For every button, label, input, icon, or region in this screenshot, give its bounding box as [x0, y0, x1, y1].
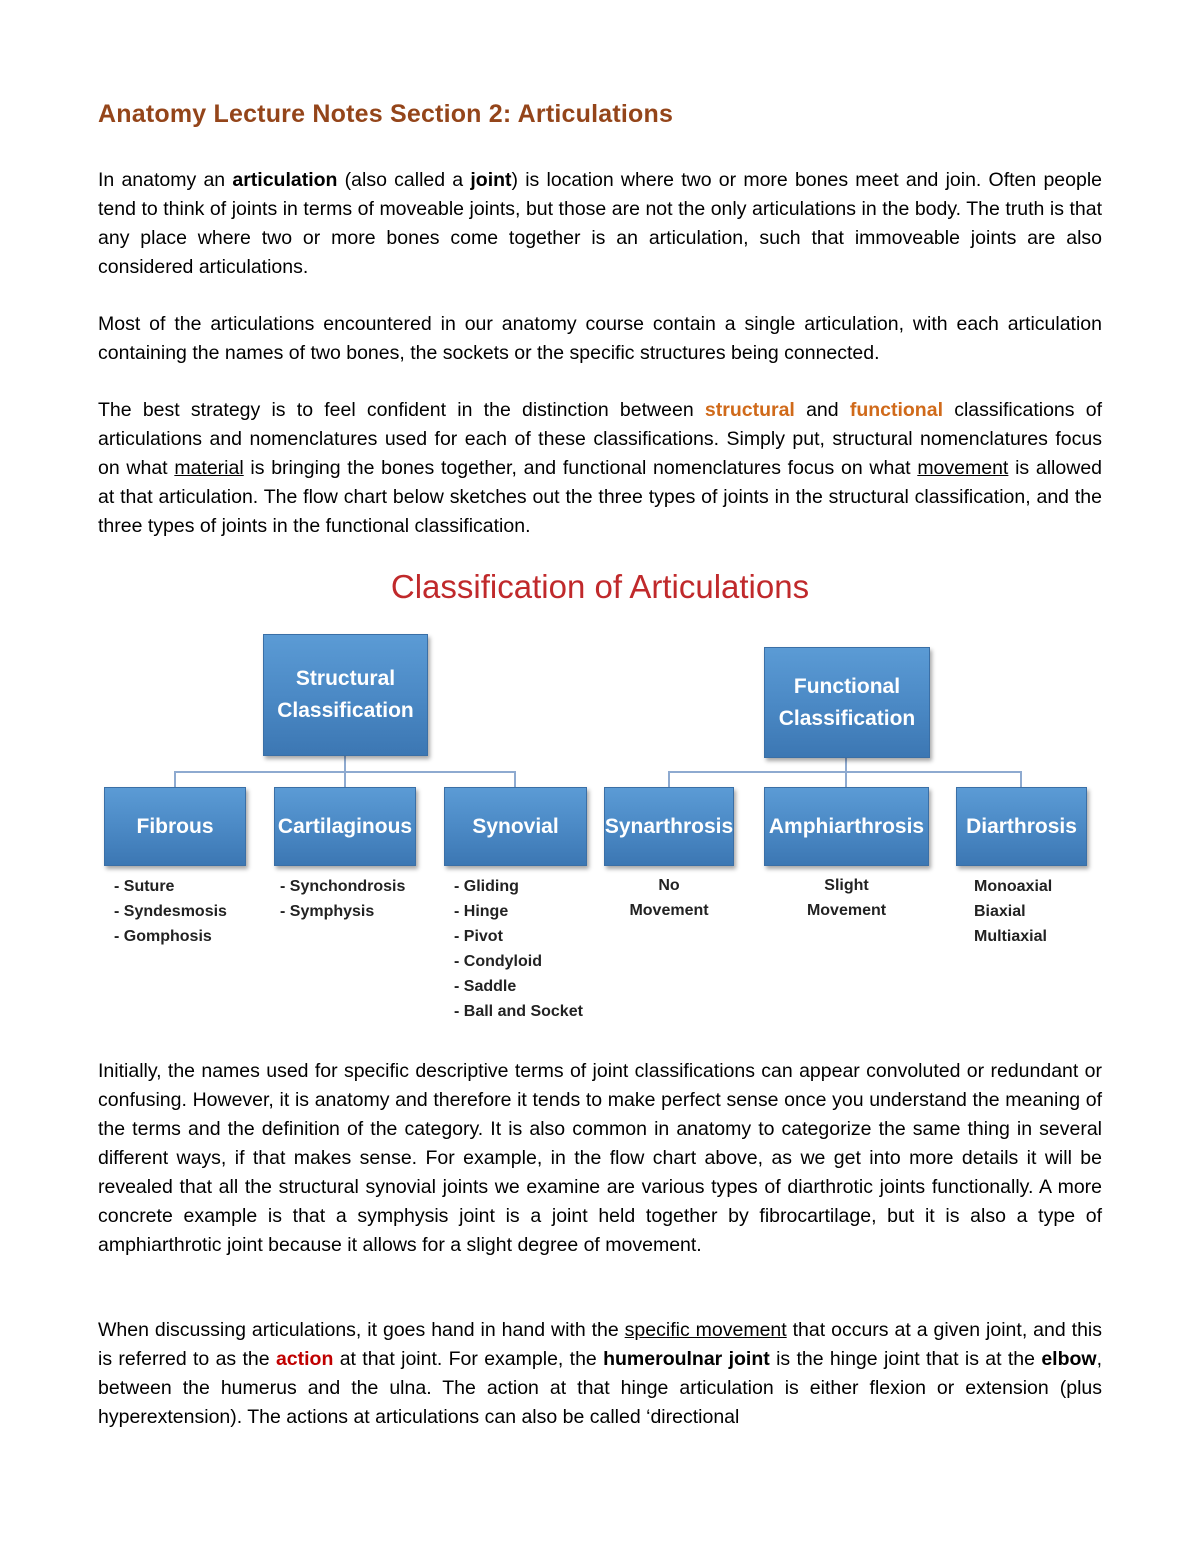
paragraph-strategy: The best strategy is to feel confident in the distinction between structural and functional classifications of articulations and nomenclatures used for each of these classifications. Simply put, structural nomenclatures focus on what material is bringing the bones together, and functional nomenclatures focus on what movement is allowed at that articulation. The flow chart below sketches out the three types of joints in the structural classification, and the three types of joints in the functional classification.	[98, 399, 1103, 537]
term-functional: functional	[849, 399, 943, 421]
term-movement: movement	[917, 457, 1009, 479]
connector-functional-stem	[845, 756, 847, 772]
list-item: - Suture	[114, 878, 175, 895]
list-item: - Gliding	[454, 878, 519, 895]
connector-synovial	[514, 771, 516, 788]
list-item: No	[658, 877, 680, 894]
list-item: - Hinge	[454, 903, 509, 920]
paragraph-intro: In anatomy an articulation (also called a joint) is location where two or more bones meet and join. Often people tend to think of joints in terms of moveable joints, but those are not the only articulations in the body. The truth is that any place where two or more bones come together is an articulation, such that immoveable joints are also considered articulations.	[98, 169, 1103, 278]
paragraph-single-articulation: Most of the articulations encountered in our anatomy course contain a single articulation, with each articulation containing the names of two bones, the sockets or the specific structures being connected.	[98, 313, 1102, 364]
list-item: Multiaxial	[974, 928, 1047, 945]
term-material: material	[174, 457, 244, 479]
cartilaginous-list	[280, 874, 405, 924]
list-item: - Saddle	[454, 978, 517, 995]
synovial-box: Synovial	[444, 787, 587, 866]
synarthrosis-box: Synarthrosis	[604, 787, 734, 866]
list-item: Movement	[629, 902, 709, 919]
connector-cartilaginous	[344, 771, 346, 788]
connector-diarthrosis	[1020, 771, 1022, 788]
list-item: Movement	[806, 902, 887, 919]
connector-structural-stem	[344, 754, 346, 772]
fibrous-list	[114, 874, 227, 949]
list-item: - Gomphosis	[114, 928, 212, 945]
term-humeroulnar-joint: humeroulnar joint	[603, 1348, 770, 1370]
page-title: Anatomy Lecture Notes Section 2: Articulations	[98, 100, 674, 128]
amphiarthrosis-list	[764, 873, 929, 923]
amphiarthrosis-box: Amphiarthrosis	[764, 787, 929, 866]
diarthrosis-box: Diarthrosis	[956, 787, 1087, 866]
term-specific-movement: specific movement	[624, 1319, 787, 1341]
list-item: - Synchondrosis	[280, 878, 406, 895]
structural-classification-box: Structural Classification	[263, 634, 428, 756]
connector-fibrous	[174, 771, 176, 788]
list-item: - Condyloid	[454, 953, 542, 970]
connector-synarthrosis	[668, 771, 670, 788]
functional-classification-box: Functional Classification	[764, 647, 930, 758]
paragraph-naming: Initially, the names used for specific descriptive terms of joint classifications can appear convoluted or redundant or confusing. However, it is anatomy and therefore it tends to make perfect sense once you understand the meaning of the terms and the definition of the category. It is also common in anatomy to categorize the same thing in several different ways, if that makes sense. For example, in the flow chart above, as we get into more details it will be revealed that all the structural synovial joints we examine are various types of diarthrotic joints functionally. A more concrete example is that a symphysis joint is a joint held together by fibrocartilage, but it is also a type of amphiarthrotic joint because it allows for a slight degree of movement.	[98, 1060, 1102, 1256]
fibrous-box: Fibrous	[104, 787, 246, 866]
term-joint: joint	[470, 169, 512, 191]
list-item: Monoaxial	[974, 878, 1053, 895]
flowchart-title: Classification of Articulations	[390, 568, 810, 605]
synarthrosis-list	[604, 873, 734, 923]
list-item: Slight	[824, 877, 869, 894]
list-item: - Symphysis	[280, 903, 375, 920]
term-action: action	[275, 1348, 334, 1370]
connector-amphiarthrosis	[845, 771, 847, 788]
term-structural: structural	[704, 399, 795, 421]
list-item: - Syndesmosis	[114, 903, 227, 920]
list-item: - Ball and Socket	[454, 1003, 583, 1020]
list-item: - Pivot	[454, 928, 503, 945]
cartilaginous-box: Cartilaginous	[274, 787, 416, 866]
diarthrosis-list	[974, 874, 1052, 949]
paragraph-action: When discussing articulations, it goes hand in hand with the specific movement that occurs at a given joint, and this is referred to as the action at that joint. For example, the humeroulnar joint is the hinge joint that is at the elbow, between the humerus and the ulna. The action at that hinge articulation is either flexion or extension (plus hyperextension). The actions at articulations can also be called ‘directional	[98, 1319, 1103, 1428]
term-articulation: articulation	[232, 169, 338, 191]
term-elbow: elbow	[1041, 1348, 1097, 1370]
synovial-list	[454, 874, 583, 1024]
list-item: Biaxial	[974, 903, 1026, 920]
